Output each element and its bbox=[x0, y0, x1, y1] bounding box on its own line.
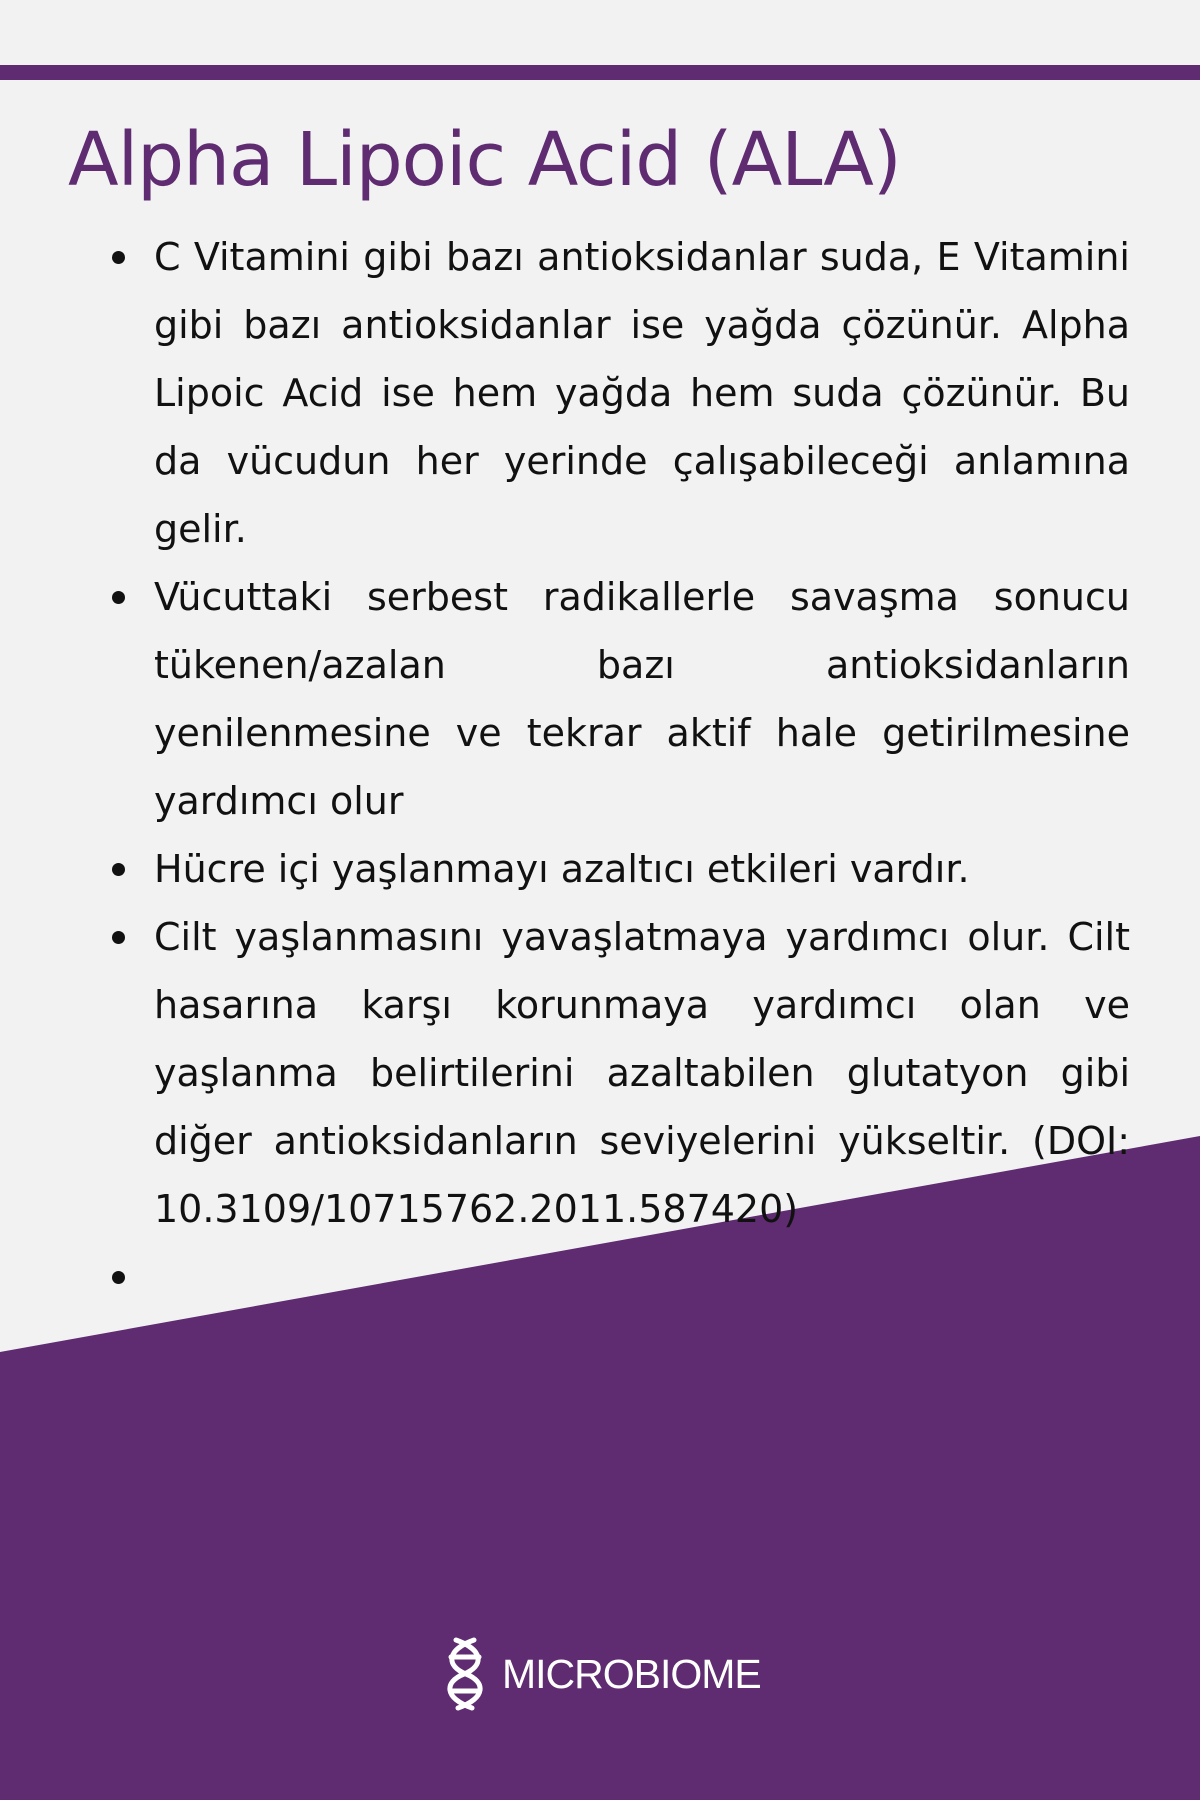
list-item-text: Cilt yaşlanmasını yavaşlatmaya yardımcı olur. Cilt hasarına karşı korunmaya yardımcı olan ve yaşlanma belirtilerini azaltabilen glutatyon gibi diğer antioksidanların seviyelerini yükseltir. (DOI: 10.3109/10715762.2011.587420) bbox=[154, 915, 1130, 1231]
bullet-icon bbox=[112, 591, 125, 604]
content-area bbox=[108, 223, 1130, 1311]
list-item-text: Vücuttaki serbest radikallerle savaşma sonucu tükenen/azalan bazı antioksidanların yenilenmesine ve tekrar aktif hale getirilmesine yardımcı olur bbox=[154, 575, 1130, 823]
list-item bbox=[108, 1243, 1130, 1311]
brand-logo bbox=[434, 1636, 761, 1712]
list-item bbox=[108, 223, 1130, 563]
bullet-icon bbox=[112, 863, 125, 876]
brand-name: MICROBIOME bbox=[502, 1651, 761, 1697]
list-item bbox=[108, 563, 1130, 835]
bullet-list bbox=[108, 223, 1130, 1311]
list-item bbox=[108, 903, 1130, 1243]
list-item-text: Hücre içi yaşlanmayı azaltıcı etkileri vardır. bbox=[154, 847, 970, 891]
bullet-icon bbox=[112, 1271, 125, 1284]
dna-helix-icon bbox=[434, 1636, 496, 1712]
bullet-icon bbox=[112, 251, 125, 264]
bullet-icon bbox=[112, 931, 125, 944]
list-item bbox=[108, 835, 1130, 903]
page-title: Alpha Lipoic Acid (ALA) bbox=[68, 117, 901, 203]
list-item-text: C Vitamini gibi bazı antioksidanlar suda, E Vitamini gibi bazı antioksidanlar ise yağda çözünür. Alpha Lipoic Acid ise hem yağda hem suda çözünür. Bu da vücudun her yerinde çalışabileceği anlamına gelir. bbox=[154, 235, 1130, 551]
